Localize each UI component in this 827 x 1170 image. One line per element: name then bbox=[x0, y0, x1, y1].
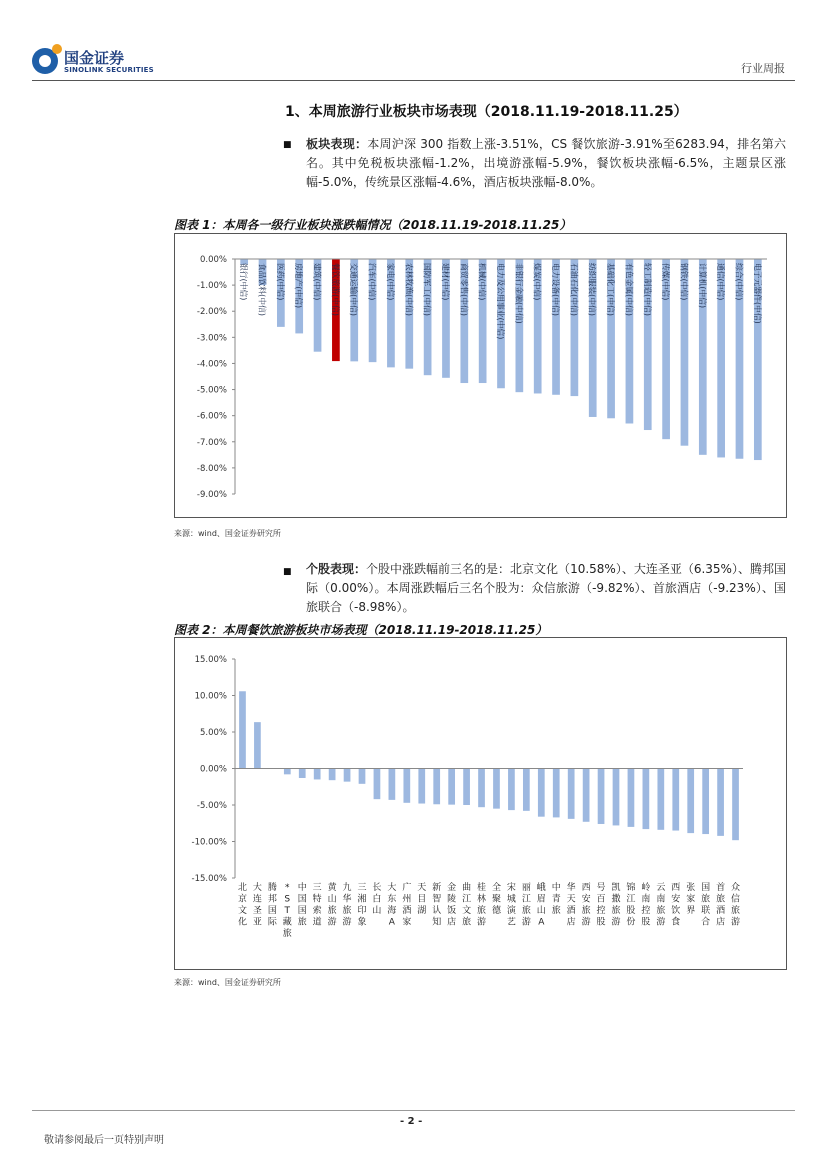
bar bbox=[493, 769, 500, 809]
category-label-char: 家 bbox=[402, 917, 412, 928]
category-label-char: 江 bbox=[521, 894, 531, 905]
category-label-char: 游 bbox=[327, 917, 337, 928]
category-label-char: 桂 bbox=[477, 883, 487, 893]
category-label-char: 国 bbox=[297, 894, 307, 905]
figure2-title: 图表 2：本周餐饮旅游板块市场表现（2018.11.19-2018.11.25） bbox=[174, 623, 548, 637]
bar bbox=[478, 769, 485, 808]
category-label bbox=[626, 881, 635, 928]
category-label bbox=[447, 881, 456, 928]
bar bbox=[344, 769, 351, 782]
category-label-char: 中 bbox=[297, 883, 307, 893]
category-label-char: 家 bbox=[686, 894, 696, 905]
category-label-char: 股 bbox=[641, 917, 651, 928]
category-label-char: 旅 bbox=[611, 906, 621, 916]
category-label bbox=[462, 881, 471, 928]
category-label-char: 藏 bbox=[282, 917, 292, 928]
category-label-char: 中 bbox=[551, 883, 561, 893]
category-label-char: 眉 bbox=[536, 894, 546, 905]
category-label-char: 店 bbox=[716, 917, 726, 928]
category-label-char: 邦 bbox=[267, 894, 277, 905]
category-label: 纺织服装(中信) bbox=[587, 263, 597, 316]
category-label-char: 份 bbox=[626, 917, 636, 928]
category-label-char: 大 bbox=[252, 883, 262, 893]
category-label: 建筑(中信) bbox=[312, 263, 322, 301]
y-tick-label: -10.00% bbox=[191, 837, 227, 848]
category-label-char: 旅 bbox=[731, 906, 741, 916]
category-label-char: 林 bbox=[477, 894, 487, 905]
category-label-char: 旅 bbox=[342, 906, 352, 916]
y-tick-label: -9.00% bbox=[196, 490, 227, 500]
category-label-char: 游 bbox=[477, 917, 487, 928]
category-label-char: 白 bbox=[372, 894, 382, 905]
category-label-char: 旅 bbox=[701, 894, 711, 905]
category-label-char: 国 bbox=[701, 883, 711, 893]
category-label: 电力及公用事业(中信) bbox=[496, 263, 505, 340]
category-label: 机械(中信) bbox=[477, 263, 487, 301]
category-label bbox=[268, 882, 278, 928]
category-label-char: 印 bbox=[357, 906, 367, 916]
category-label-char: 饭 bbox=[447, 906, 457, 916]
category-label: 国防军工(中信) bbox=[422, 263, 432, 316]
category-label-char: 旅 bbox=[477, 906, 487, 916]
y-tick-label: 5.00% bbox=[199, 728, 227, 738]
category-label-char: 东 bbox=[387, 894, 397, 905]
bar bbox=[239, 691, 246, 768]
y-tick-label: -8.00% bbox=[196, 463, 227, 474]
category-label-char: 山 bbox=[536, 906, 546, 916]
category-label-char: 全 bbox=[491, 883, 501, 893]
bar bbox=[389, 769, 396, 800]
category-label-char: 陵 bbox=[447, 894, 457, 905]
bar bbox=[553, 769, 560, 818]
category-label: 石油石化(中信) bbox=[569, 263, 579, 316]
bar bbox=[702, 769, 709, 835]
category-label-char: 华 bbox=[342, 894, 352, 905]
category-label-char: 界 bbox=[686, 906, 696, 916]
category-label-char: 游 bbox=[656, 917, 666, 928]
bar bbox=[523, 769, 530, 811]
category-label: 电力设备(中信) bbox=[551, 263, 561, 316]
bar bbox=[583, 769, 590, 822]
category-label bbox=[522, 882, 531, 928]
category-label: 传媒(中信) bbox=[661, 263, 671, 301]
category-label-char: 旅 bbox=[282, 929, 292, 939]
category-label bbox=[597, 882, 606, 928]
category-label: 通信(中信) bbox=[716, 263, 726, 301]
para1-label: 板块表现： bbox=[306, 137, 368, 151]
category-label: 综合(中信) bbox=[734, 263, 744, 301]
category-label-char: 亚 bbox=[252, 917, 262, 928]
category-label-char: 南 bbox=[656, 894, 666, 905]
category-label-char: 智 bbox=[432, 894, 442, 905]
figure1-chart bbox=[175, 234, 786, 517]
category-label-char: 青 bbox=[551, 894, 561, 905]
category-label-char: 圣 bbox=[252, 906, 262, 916]
category-label-char: 三 bbox=[312, 883, 322, 893]
category-label bbox=[343, 881, 352, 928]
category-label-char: 华 bbox=[566, 883, 576, 893]
category-label-char: 首 bbox=[716, 883, 726, 893]
category-label: 钢铁(中信) bbox=[679, 263, 689, 301]
logo-text-cn: 国金证券 bbox=[64, 49, 125, 67]
section-title: 1、本周旅游行业板块市场表现（2018.11.19-2018.11.25） bbox=[285, 104, 688, 120]
category-label-char: 合 bbox=[701, 917, 711, 928]
category-label-char: 广 bbox=[402, 883, 412, 893]
category-label-char: 九 bbox=[342, 883, 352, 893]
bar bbox=[403, 769, 410, 803]
report-type: 行业周报 bbox=[741, 62, 785, 75]
category-label-char: 游 bbox=[521, 917, 531, 928]
category-label bbox=[328, 881, 338, 928]
category-label-char: 食 bbox=[671, 917, 681, 928]
category-label-char: 旅 bbox=[551, 906, 561, 916]
category-label-char: A bbox=[538, 917, 545, 928]
y-tick-label: 15.00% bbox=[194, 655, 227, 665]
category-label-char: 国 bbox=[297, 906, 307, 916]
category-label-char: 锦 bbox=[626, 883, 636, 893]
category-label-char: 长 bbox=[372, 883, 382, 893]
category-label: 餐饮旅游(中信) bbox=[330, 263, 340, 316]
bar bbox=[284, 769, 291, 775]
bar bbox=[687, 769, 694, 834]
category-label-char: 海 bbox=[387, 906, 397, 916]
bar bbox=[299, 769, 306, 778]
category-label-char: 旅 bbox=[581, 906, 591, 916]
category-label-char: 游 bbox=[731, 917, 741, 928]
bar bbox=[314, 769, 321, 780]
category-label-char: 山 bbox=[327, 894, 337, 905]
bar bbox=[643, 769, 650, 830]
category-label-char: 连 bbox=[252, 894, 262, 905]
category-label bbox=[432, 881, 441, 928]
footer-disclaimer: 敬请参阅最后一页特别声明 bbox=[44, 1135, 164, 1146]
category-label-char: 旅 bbox=[327, 906, 337, 916]
category-label-char: 德 bbox=[491, 906, 501, 916]
category-label bbox=[313, 882, 322, 928]
bar bbox=[254, 722, 261, 768]
category-label bbox=[611, 881, 620, 928]
category-label bbox=[417, 882, 426, 916]
category-label-char: 京 bbox=[237, 894, 247, 905]
category-label bbox=[716, 881, 725, 928]
category-label-char: 北 bbox=[237, 883, 247, 893]
bar bbox=[374, 769, 381, 800]
bar bbox=[598, 769, 605, 824]
y-tick-label: -5.00% bbox=[196, 801, 227, 811]
category-label: 交通运输(中信) bbox=[349, 263, 359, 316]
category-label: 建材(中信) bbox=[440, 263, 450, 301]
category-label-char: 游 bbox=[581, 917, 591, 928]
category-label: 轻工制造(中信) bbox=[642, 263, 652, 316]
bar bbox=[463, 769, 470, 806]
category-label-char: 号 bbox=[596, 883, 606, 893]
category-label-char: 艺 bbox=[506, 917, 516, 928]
category-label-char: 股 bbox=[596, 917, 606, 928]
category-label: 电子元器件(中信) bbox=[752, 263, 762, 324]
category-label-char: 云 bbox=[656, 883, 666, 893]
category-label bbox=[283, 883, 292, 939]
category-label-char: 丽 bbox=[521, 883, 531, 893]
category-label: 农林牧渔(中信) bbox=[404, 263, 414, 316]
category-label-char: 曲 bbox=[462, 883, 472, 893]
category-label bbox=[537, 881, 546, 928]
y-tick-label: -1.00% bbox=[196, 281, 227, 292]
category-label bbox=[731, 881, 740, 928]
category-label-char: 酒 bbox=[402, 906, 412, 916]
category-label-char: 大 bbox=[387, 883, 397, 893]
category-label-char: 酒 bbox=[716, 906, 726, 916]
footer-divider bbox=[32, 1110, 795, 1111]
category-label bbox=[701, 882, 710, 928]
category-label bbox=[656, 882, 665, 928]
bar bbox=[329, 769, 336, 781]
category-label-char: 西 bbox=[581, 883, 591, 893]
bar bbox=[628, 769, 635, 827]
category-label-char: 股 bbox=[626, 906, 636, 916]
category-label bbox=[372, 882, 381, 916]
category-label-char: 店 bbox=[447, 917, 457, 928]
bar bbox=[613, 769, 620, 826]
y-tick-label: 0.00% bbox=[199, 764, 227, 775]
category-label-char: 州 bbox=[402, 894, 412, 905]
figure2-frame bbox=[174, 637, 787, 970]
category-label-char: 三 bbox=[357, 883, 367, 893]
bar bbox=[672, 769, 679, 831]
bar bbox=[538, 769, 545, 817]
category-label-char: 安 bbox=[671, 894, 681, 905]
category-label: 汽车(中信) bbox=[367, 263, 377, 301]
bar bbox=[568, 769, 575, 819]
category-label-char: 索 bbox=[312, 906, 322, 916]
figure1-frame bbox=[174, 233, 787, 518]
bar bbox=[433, 769, 440, 805]
category-label-char: A bbox=[388, 917, 395, 928]
category-label-char: 认 bbox=[432, 906, 442, 916]
figure1-source: 来源：wind、国金证券研究所 bbox=[174, 529, 281, 538]
category-label-char: 旅 bbox=[297, 917, 307, 928]
category-label-char: 文 bbox=[237, 906, 247, 916]
category-label-char: 知 bbox=[432, 917, 442, 928]
y-tick-label: -4.00% bbox=[196, 359, 227, 370]
page-number: - 2 - bbox=[400, 1116, 423, 1127]
category-label-char: 张 bbox=[686, 883, 696, 893]
category-label-char: 联 bbox=[701, 906, 711, 916]
category-label bbox=[641, 881, 650, 928]
category-label-char: 岭 bbox=[641, 883, 651, 893]
para2-text: 个股中涨跌幅前三名的是：北京文化（10.58%）、大连圣亚（6.35%）、腾邦国际（0.00%）。本周涨跌幅后三名个股为：众信旅游（-9.82%）、首旅酒店（-9.23%）、国旅联合（-8.98%）。 bbox=[306, 562, 786, 614]
bar bbox=[732, 769, 739, 841]
y-tick-label: -15.00% bbox=[191, 874, 227, 884]
category-label bbox=[477, 881, 486, 928]
bar bbox=[418, 769, 425, 804]
figure1-title: 图表 1：本周各一级行业板块涨跌幅情况（2018.11.19-2018.11.25） bbox=[174, 218, 572, 232]
category-label-char: 宋 bbox=[506, 883, 516, 893]
category-label: 银行(中信) bbox=[239, 263, 249, 301]
category-label bbox=[552, 881, 561, 916]
category-label: 家电(中信) bbox=[385, 263, 395, 301]
category-label-char: 安 bbox=[581, 894, 591, 905]
category-label-char: 旅 bbox=[462, 917, 472, 928]
category-label-char: 游 bbox=[342, 917, 352, 928]
category-label bbox=[357, 882, 366, 928]
category-label-char: 象 bbox=[357, 917, 367, 928]
category-label-char: 金 bbox=[447, 883, 457, 893]
category-label-char: 旅 bbox=[716, 894, 726, 905]
category-label: 煤炭(中信) bbox=[532, 263, 542, 301]
category-label-char: 特 bbox=[312, 894, 322, 905]
category-label-char: 新 bbox=[432, 883, 442, 893]
category-label bbox=[567, 881, 576, 928]
category-label-char: 江 bbox=[626, 894, 636, 905]
category-label bbox=[492, 881, 502, 916]
category-label: 医药(中信) bbox=[275, 263, 285, 301]
category-label-char: 化 bbox=[237, 917, 247, 928]
category-label-char: 控 bbox=[596, 906, 606, 916]
category-label-char: 店 bbox=[566, 917, 576, 928]
category-label: 商贸零售(中信) bbox=[459, 263, 469, 316]
category-label-char: 际 bbox=[267, 917, 277, 928]
category-label-char: 信 bbox=[731, 894, 741, 905]
para1-text: 本周沪深 300 指数上涨-3.51%，CS 餐饮旅游-3.91%至6283.94，排名第六名。其中免税板块涨幅-1.2%，出境游涨幅-5.9%，餐饮板块涨幅-6.5%，主题景区涨幅-5.0%，传统景区涨幅-4.6%，酒店板块涨幅-8.0%。 bbox=[306, 137, 786, 189]
figure2-source: 来源：wind、国金证券研究所 bbox=[174, 978, 281, 987]
category-label-char: 湖 bbox=[417, 906, 427, 916]
category-label-char: 游 bbox=[611, 917, 621, 928]
category-label: 食品饮料(中信) bbox=[257, 263, 267, 316]
category-label-char: 道 bbox=[312, 917, 322, 928]
bullet-1: ■ bbox=[283, 140, 292, 150]
bar bbox=[508, 769, 515, 811]
category-label bbox=[686, 882, 695, 916]
category-label bbox=[582, 882, 591, 928]
header-divider bbox=[32, 80, 795, 81]
sector-performance-paragraph bbox=[306, 135, 786, 192]
y-tick-label: 0.00% bbox=[199, 255, 227, 265]
category-label bbox=[298, 881, 307, 928]
category-label-char: 旅 bbox=[656, 906, 666, 916]
category-label-char: 撒 bbox=[611, 894, 621, 905]
bullet-2: ■ bbox=[283, 567, 292, 577]
category-label-char: 酒 bbox=[566, 906, 576, 916]
y-tick-label: -7.00% bbox=[196, 437, 227, 448]
y-tick-label: -2.00% bbox=[196, 307, 227, 318]
y-tick-label: 10.00% bbox=[194, 691, 227, 702]
category-label-char: 湘 bbox=[357, 894, 367, 905]
category-label-char: 饮 bbox=[671, 906, 681, 916]
category-label: 基础化工(中信) bbox=[606, 263, 616, 316]
category-label bbox=[387, 881, 396, 928]
stock-performance-paragraph bbox=[306, 560, 786, 617]
category-label: 房地产(中信) bbox=[294, 263, 304, 309]
para2-label: 个股表现： bbox=[306, 562, 367, 576]
category-label-char: T bbox=[284, 906, 291, 916]
category-label-char: 聚 bbox=[491, 894, 501, 905]
category-label-char: 众 bbox=[731, 883, 741, 893]
category-label-char: 控 bbox=[641, 906, 651, 916]
category-label-char: 目 bbox=[417, 894, 427, 905]
category-label-char: 城 bbox=[506, 894, 516, 905]
category-label-char: 黄 bbox=[327, 883, 337, 893]
category-label-char: 凯 bbox=[611, 883, 621, 893]
category-label bbox=[238, 881, 247, 928]
bar bbox=[657, 769, 664, 830]
category-label-char: 江 bbox=[462, 894, 472, 905]
category-label-char: 天 bbox=[566, 894, 576, 905]
category-label bbox=[671, 882, 680, 928]
category-label: 非银行金融(中信) bbox=[514, 263, 524, 324]
logo-text-en: SINOLINK SECURITIES bbox=[64, 66, 154, 74]
category-label: 有色金属(中信) bbox=[624, 263, 634, 316]
category-label-char: 峨 bbox=[536, 883, 546, 893]
category-label-char: 旅 bbox=[521, 906, 531, 916]
category-label-char: 南 bbox=[641, 894, 651, 905]
category-label bbox=[507, 881, 517, 928]
category-label-char: 国 bbox=[267, 906, 277, 916]
category-label: 计算机(中信) bbox=[697, 263, 707, 309]
bar bbox=[359, 769, 366, 784]
y-tick-label: -6.00% bbox=[196, 411, 227, 422]
category-label-char: * bbox=[285, 883, 290, 893]
y-tick-label: -5.00% bbox=[196, 385, 227, 396]
figure2-chart bbox=[175, 638, 786, 969]
category-label bbox=[402, 881, 411, 928]
category-label-char: 天 bbox=[417, 883, 427, 893]
category-label-char: 腾 bbox=[267, 883, 277, 893]
category-label-char: 山 bbox=[372, 906, 382, 916]
category-label-char: 西 bbox=[671, 883, 681, 893]
bar bbox=[448, 769, 455, 805]
bar bbox=[717, 769, 724, 836]
category-label-char: 文 bbox=[462, 906, 472, 916]
y-tick-label: -3.00% bbox=[196, 333, 227, 344]
logo-dot bbox=[52, 44, 62, 54]
category-label-char: S bbox=[284, 894, 291, 905]
category-label bbox=[253, 881, 262, 928]
category-label-char: 百 bbox=[596, 894, 606, 905]
category-label-char: 演 bbox=[506, 906, 516, 916]
